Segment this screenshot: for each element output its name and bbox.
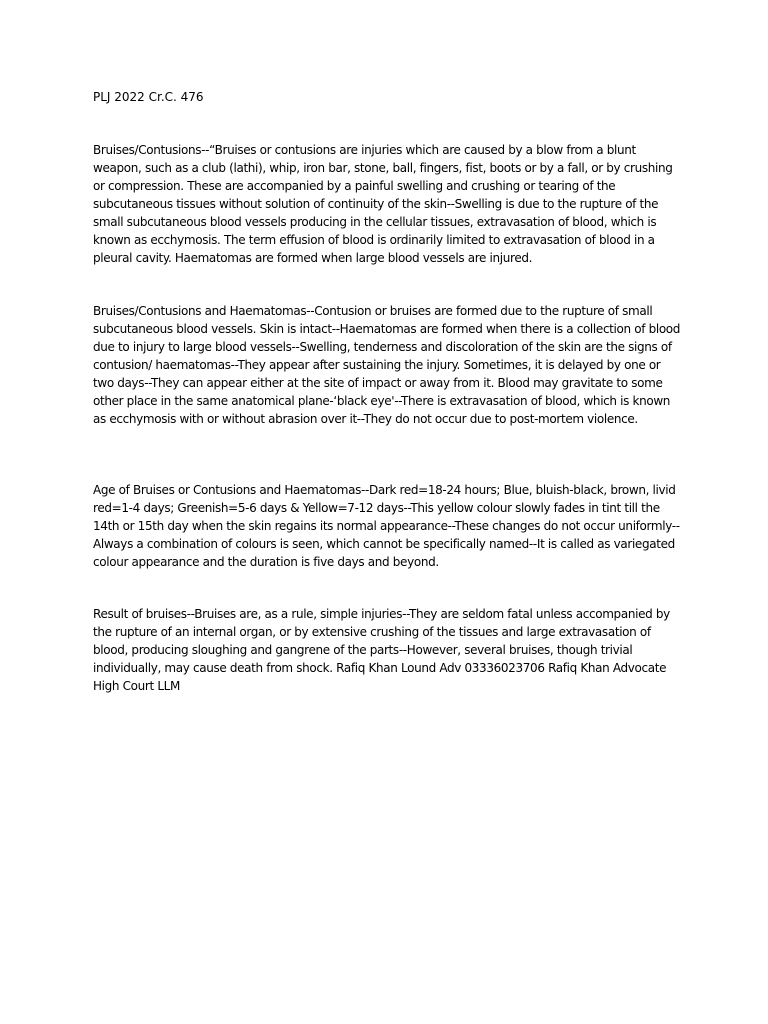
paragraph-result-of-bruises: Result of bruises--Bruises are, as a rule, simple injuries--They are seldom fatal unless accompanied by the rupture of an internal organ, or by extensive crushing of the tissues and large extravasation of blood, producing sloughing and gangrene of the parts--However, several bruises, though trivial individually, may cause death from shock. Rafiq Khan Lound Adv 03336023706 Rafiq Khan Advocate High Court LLM [93,607,670,693]
case-citation: PLJ 2022 Cr.C. 476 [93,90,204,104]
paragraph-age-of-bruises: Age of Bruises or Contusions and Haematomas--Dark red=18-24 hours; Blue, bluish-black, brown, livid red=1-4 days; Greenish=5-6 days & Yellow=7-12 days--This yellow colour slowly fades in tint till the 14th or 15th day when the skin regains its normal appearance--These changes do not occur uniformly--Always a combination of colours is seen, which cannot be specifically named--It is called as variegated colour appearance and the duration is five days and beyond. [93,483,680,569]
paragraph-contusions-haematomas: Bruises/Contusions and Haematomas--Contusion or bruises are formed due to the rupture of small subcutaneous blood vessels. Skin is intact--Haematomas are formed when there is a collection of blood due to injury to large blood vessels--Swelling, tenderness and discoloration of the skin are the signs of contusion/ haematomas--They appear after sustaining the injury. Sometimes, it is delayed by one or two days--They can appear either at the site of impact or away from it. Blood may gravitate to some other place in the same anatomical plane-‘black eye'--There is extravasation of blood, which is known as ecchymosis with or without abrasion over it--They do not occur due to post-mortem violence. [93,304,681,426]
paragraph-bruises-contusions: Bruises/Contusions--“Bruises or contusions are injuries which are caused by a blow from a blunt weapon, such as a club (lathi), whip, iron bar, stone, ball, fingers, fist, boots or by a fall, or by crushing or compression. These are accompanied by a painful swelling and crushing or tearing of the subcutaneous tissues without solution of continuity of the skin--Swelling is due to the rupture of the small subcutaneous blood vessels producing in the cellular tissues, extravasation of blood, which is known as ecchymosis. The term effusion of blood is ordinarily limited to extravasation of blood in a pleural cavity. Haematomas are formed when large blood vessels are injured. [93,143,673,265]
